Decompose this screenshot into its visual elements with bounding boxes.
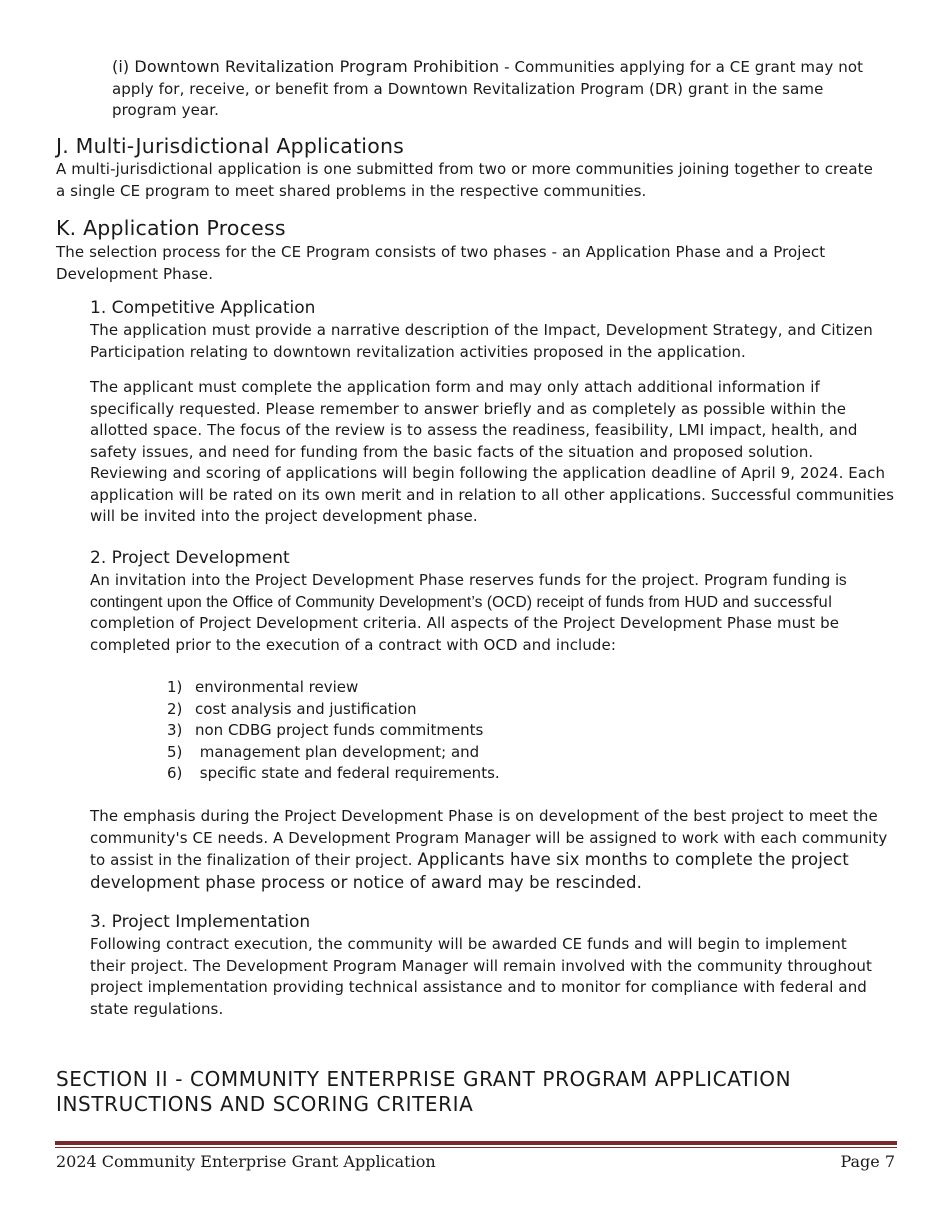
project-development-text-a: An invitation into the Project Development Phase reserves funds for the project. Program funding [90, 571, 836, 589]
list-item-text: cost analysis and justification [195, 699, 417, 718]
footer-page-number: Page 7 [840, 1152, 895, 1171]
emphasis-paragraph [90, 806, 895, 894]
project-implementation-text: Following contract execution, the community will be awarded CE funds and will begin to implement their project. The Development Program Manager will remain involved with the community throughout project implementation providing technical assistance and to monitor for compliance with federal and state regulations. [90, 935, 872, 1018]
prohibition-text: - Communities applying for a CE grant may not apply for, receive, or benefit from a Downtown Revitalization Program (DR) grant in the same program year. [112, 58, 864, 119]
section-j-heading: J. Multi-Jurisdictional Applications [56, 134, 405, 158]
list-item [167, 742, 500, 764]
requirements-list [167, 677, 500, 785]
project-development-heading: 2. Project Development [90, 548, 290, 568]
section-2-title: SECTION II - COMMUNITY ENTERPRISE GRANT PROGRAM APPLICATION INSTRUCTIONS AND SCORING CRITERIA [56, 1067, 792, 1116]
footer-document-title: 2024 Community Enterprise Grant Application [56, 1152, 436, 1171]
list-item-number: 3) [167, 721, 183, 739]
list-item [167, 699, 500, 721]
project-development-text [90, 570, 900, 656]
list-item-number: 2) [167, 699, 183, 718]
list-item-text: management plan development; and [195, 742, 480, 761]
list-item-number: 6) [167, 764, 183, 782]
footer-rule-thick [55, 1141, 897, 1145]
project-development-text-c: successful completion of Project Development criteria. All aspects of the Project Development Phase must be completed prior to the execution of a contract with OCD and include: [90, 592, 840, 654]
competitive-application-heading: 1. Competitive Application [90, 298, 316, 318]
list-item-number: 5) [167, 742, 183, 761]
prohibition-title: (i) Downtown Revitalization Program Prohibition [112, 57, 500, 76]
list-item [167, 677, 500, 699]
list-item-text: environmental review [195, 678, 359, 696]
competitive-text-2: The applicant must complete the application form and may only attach additional information if specifically requested. Please remember to answer briefly and as completely as possible within the allotted space. The focus of the review is to assess the readiness, feasibility, LMI impact, health, and safety issues, and need for funding from the basic facts of the situation and proposed solution. Reviewing and scoring of applications will begin following the application deadline of April 9, 2024. Each application will be rated on its own merit and in relation to all other applications. Successful communities will be invited into the project development phase. [90, 378, 895, 525]
competitive-text-1: The application must provide a narrative description of the Impact, Development Strategy, and Citizen Participation relating to downtown revitalization activities proposed in the application. [90, 321, 873, 361]
list-item-text: specific state and federal requirements. [195, 764, 500, 782]
footer-rule-thin [55, 1147, 897, 1148]
prohibition-paragraph [112, 56, 882, 122]
list-item-text: non CDBG project funds commitments [195, 721, 484, 739]
project-implementation-heading: 3. Project Implementation [90, 912, 311, 932]
six-months-notice: Applicants have six months to complete the project development phase process or notice of award may be rescinded. [90, 850, 849, 892]
section-k-heading: K. Application Process [56, 216, 286, 240]
list-item [167, 763, 500, 785]
list-item-number: 1) [167, 678, 183, 696]
list-item [167, 720, 500, 742]
emphasis-text: The emphasis during the Project Development Phase is on development of the best project to meet the community's CE needs. A Development Program Manager will be assigned to work with each community to assist in the finalization of their project. [90, 807, 888, 869]
section-j-text: A multi-jurisdictional application is one submitted from two or more communities joining together to create a single CE program to meet shared problems in the respective communities. [56, 160, 873, 200]
project-development-text-b: is contingent upon the Office of Community Development’s (OCD) receipt of funds from HUD and [90, 572, 847, 611]
section-k-text: The selection process for the CE Program consists of two phases - an Application Phase and a Project Development Phase. [56, 243, 826, 283]
